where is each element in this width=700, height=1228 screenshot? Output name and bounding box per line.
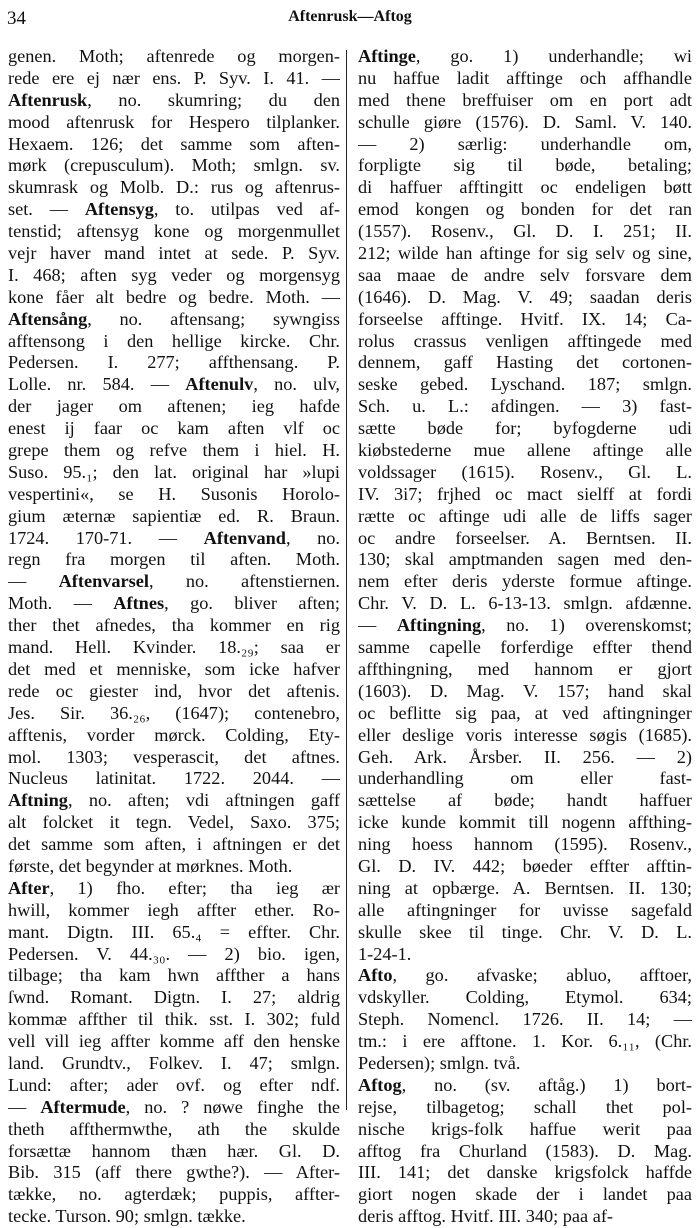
left-column <box>8 46 340 1228</box>
right_column-line: giort nogen skade der i landet paa <box>358 1184 692 1205</box>
left_column-line: regn fra morgen til aften. Moth. <box>8 549 340 570</box>
left_column-line: kommæ affther til thik. sst. I. 302; fuld <box>8 1009 340 1030</box>
left_column-line: Jes. Sir. 36.₂₆, (1647); contenebro, <box>8 702 340 723</box>
right_column-line: nu haffue ladit afftinge och affhandle <box>358 67 692 88</box>
left_column-line: Bib. 315 (aff there gwthe?). — After- <box>8 1162 340 1183</box>
right_column-line: Sch. u. L.: afdingen. — 3) fast- <box>358 396 692 417</box>
right_column-line: samme capelle forferdige effter thend <box>358 637 692 658</box>
left_column-line: I. 468; aften syg veder og morgensyg <box>8 264 340 285</box>
left_column-line: første, det begynder at mørknes. Moth. <box>8 855 293 876</box>
right_column-line: saa maae de andre selv forsvare dem <box>358 264 692 285</box>
left_column-line: set. — Aftensyg, to. utilpas ved af- <box>8 199 340 220</box>
left_column-line: afftensong i den hellige kircke. Chr. <box>8 330 340 351</box>
right_column-line: Pedersen); smlgn. två. <box>358 1052 521 1073</box>
right_column-line: rætte oc aftinge udi alle de liffs sager <box>358 505 692 526</box>
right_column-line: nische krigs-folk haffue werit paa <box>358 1118 692 1139</box>
left_column-line: Hexaem. 126; det samme som aften- <box>8 133 340 154</box>
right_column-line: ning hoess hannom (1595). Rosenv., <box>358 834 692 855</box>
right_column-line: skulle skee til tinge. Chr. V. D. L. <box>358 921 692 942</box>
right_column-line: (1557). Rosenv., Gl. D. I. 251; II. <box>358 221 692 242</box>
left_column-line: vell vill ieg affter komme aff den henske <box>8 1031 340 1052</box>
page-number: 34 <box>7 8 26 29</box>
right_column-line: 130; skal amptmanden sagen med den- <box>358 549 692 570</box>
running-title: Aftenrusk—Aftog <box>288 8 412 25</box>
left_column-line: der jager om aftenen; ieg hafde <box>8 396 340 417</box>
left_column-line: After, 1) fho. efter; tha ieg ær <box>8 877 340 898</box>
right_column-line: — 2) særlig: underhandle om, <box>358 133 692 154</box>
left_column-line: gium æternæ sapientiæ ed. R. Braun. <box>8 505 340 526</box>
left_column-line: ſwnd. Romant. Digtn. I. 27; aldrig <box>8 987 340 1008</box>
right_column-line: kiøbstederne mue allene aftinge alle <box>358 440 692 461</box>
right_column-line: Geh. Ark. Årsber. II. 256. — 2) <box>358 746 692 767</box>
left_column-line: afftenis, vorder mørck. Colding, Ety- <box>8 724 340 745</box>
left_column-line: land. Grundtv., Folkev. I. 47; smlgn. <box>8 1052 340 1073</box>
left_column-line: tække, no. agterdæk; puppis, affter- <box>8 1184 340 1205</box>
left_column-line: vespertini«, se H. Susonis Horolo- <box>8 483 340 504</box>
left_column-line: alt folcket it tegn. Vedel, Saxo. 375; <box>8 812 340 833</box>
right_column-line: ning at opbærge. A. Berntsen. II. 130; <box>358 877 692 898</box>
right_column-line: IV. 3i7; frjhed oc mact sielff at fordi <box>358 483 692 504</box>
left_column-line: tecke. Turson. 90; smlgn. tække. <box>8 1206 246 1227</box>
left_column-line: ther thet afnedes, tha kommer en rig <box>8 615 340 636</box>
right_column-line: alle aftingninger for uvisse sagefald <box>358 899 692 920</box>
right_column-line: sætte bøde for; byfogderne udi <box>358 418 692 439</box>
left_column-line: mørk (crepusculum). Moth; smlgn. sv. <box>8 155 340 176</box>
left_column-line: Aftning, no. aften; vdi aftningen gaff <box>8 790 340 811</box>
right_column-line: eller deslige voris interesse søgis (1685). <box>358 724 692 745</box>
column-divider <box>346 50 347 1110</box>
right_column-line: icke kunde kommit till nogenn affthing- <box>358 812 692 833</box>
left_column-line: hwill, kommer iegh affter ether. Ro- <box>8 899 340 920</box>
right_column-line: Chr. V. D. L. 6-13-13. smlgn. afdænne. <box>358 593 692 614</box>
page-header <box>0 0 700 34</box>
left_column-line: det med et menniske, som icke hafver <box>8 658 340 679</box>
right_column-line: schulle giøre (1576). D. Saml. V. 140. <box>358 111 692 132</box>
right_column-line: (1603). D. Mag. V. 157; hand skal <box>358 680 692 701</box>
left_column-line: Pedersen. V. 44.₃₀. — 2) bio. igen, <box>8 943 340 964</box>
left_column-line: 1724. 170-71. — Aftenvand, no. <box>8 527 340 548</box>
left_column-line: vejr haver mand intet at sede. P. Syv. <box>8 243 340 264</box>
right_column-line: voldssager (1615). Rosenv., Gl. L. <box>358 461 692 482</box>
left_column-line: Pedersen. I. 277; affthensang. P. <box>8 352 340 373</box>
left_column-line: tilbage; tha kam hwn affther a hans <box>8 965 340 986</box>
right_column-line: affthingning, med hannom er gjort <box>358 658 692 679</box>
right_column-line: rolus crassus venligen afftingede med <box>358 330 692 351</box>
left_column-line: rede ere ej nær ens. P. Syv. I. 41. — <box>8 67 340 88</box>
right_column-line: afftog fra Churland (1583). D. Mag. <box>358 1140 692 1161</box>
right_column-line: nem efter deris yderste formue aftinge. <box>358 571 692 592</box>
right_column-line: tm.: i ere afftone. 1. Kor. 6.₁₁, (Chr. <box>358 1031 692 1052</box>
left_column-line: mand. Hell. Kvinder. 18.₂₉; saa er <box>8 637 340 658</box>
right_column-line: emod kongen og bonden for det ran <box>358 199 692 220</box>
left_column-line: mant. Digtn. III. 65.₄ = effter. Chr. <box>8 921 340 942</box>
left_column-line: Aftenrusk, no. skumring; du den <box>8 89 340 110</box>
left_column-line: kone fåer alt bedre og bedre. Moth. — <box>8 286 340 307</box>
left_column-line: Lund: after; ader ovf. og efter ndf. <box>8 1074 340 1095</box>
left_column-line: skumrask og Molb. D.: rus og aftenrus- <box>8 177 340 198</box>
right_column-line: rejse, tilbagetog; schall thet pol- <box>358 1096 692 1117</box>
left_column-line: Suso. 95.₁; den lat. original har »lupi <box>8 461 340 482</box>
right_column-line: deris afftog. Hvitf. III. 340; paa af- <box>358 1206 614 1227</box>
right_column-line: forpligte sig til bøde, betaling; <box>358 155 692 176</box>
left_column-line: theth affthermwthe, ath the skulde <box>8 1118 340 1139</box>
right_column-line: Steph. Nomencl. 1726. II. 14; — <box>358 1009 692 1030</box>
right_column-line: 1-24-1. <box>358 943 412 964</box>
right_column-line: di haffuer afftingitt oc endeligen bøtt <box>358 177 692 198</box>
left_column-line: Nucleus latinitat. 1722. 2044. — <box>8 768 340 789</box>
left_column-line: tenstid; aftensyg kone og morgenmullet <box>8 221 340 242</box>
right_column-line: seske gebed. Lyschand. 187; smlgn. <box>358 374 692 395</box>
left_column-line: rede oc giester ind, hvor det aftenis. <box>8 680 340 701</box>
right_column-line: oc beflitte sig paa, at ved aftingninger <box>358 702 692 723</box>
right_column-line: sættelse af bøde; handt haffuer <box>358 790 692 811</box>
right_column-line: — Aftingning, no. 1) overenskomst; <box>358 615 692 636</box>
left_column-line: — Aftenvarsel, no. aftenstiernen. <box>8 571 340 592</box>
left_column-line: Moth. — Aftnes, go. bliver aften; <box>8 593 340 614</box>
right_column-line: underhandling om eller fast- <box>358 768 692 789</box>
right_column-line: Aftinge, go. 1) underhandle; wi <box>358 46 692 66</box>
left_column-line: det samme som aften, i aftningen er det <box>8 834 340 855</box>
right_column-line: (1646). D. Mag. V. 49; saadan deris <box>358 286 692 307</box>
right_column-line: III. 141; det danske krigsfolck haffde <box>358 1162 692 1183</box>
right-column <box>358 46 692 1228</box>
right_column-line: med thene breffuiser om en port adt <box>358 89 692 110</box>
left_column-line: Aftensång, no. aftensang; sywngiss <box>8 308 340 329</box>
right_column-line: oc andre forseelser. A. Berntsen. II. <box>358 527 692 548</box>
right_column-line: Afto, go. afvaske; abluo, afftoer, <box>358 965 692 986</box>
right_column-line: 212; wilde han aftinge for sig selv og sine, <box>358 243 692 264</box>
right_column-line: vdskyller. Colding, Etymol. 634; <box>358 987 692 1008</box>
left_column-line: enest ij faar oc kam aften vlf oc <box>8 418 340 439</box>
right_column-line: Aftog, no. (sv. aftåg.) 1) bort- <box>358 1074 692 1095</box>
left_column-line: grepe them og refve them i hiel. H. <box>8 440 340 461</box>
left_column-line: mol. 1303; vesperascit, det aftnes. <box>8 746 340 767</box>
right_column-line: dennem, gaff Hasting det cortonen- <box>358 352 692 373</box>
left_column-line: forsættæ hannom thæn hær. Gl. D. <box>8 1140 340 1161</box>
left_column-line: mood aftenrusk for Hespero tilplanker. <box>8 111 340 132</box>
right_column-line: forseelse afftinge. Hvitf. IX. 14; Ca- <box>358 308 692 329</box>
left_column-line: genen. Moth; aftenrede og morgen- <box>8 46 340 66</box>
left_column-line: Lolle. nr. 584. — Aftenulv, no. ulv, <box>8 374 340 395</box>
left_column-line: — Aftermude, no. ? nøwe finghe the <box>8 1096 340 1117</box>
right_column-line: Gl. D. IV. 442; bøeder effter afftin- <box>358 855 692 876</box>
